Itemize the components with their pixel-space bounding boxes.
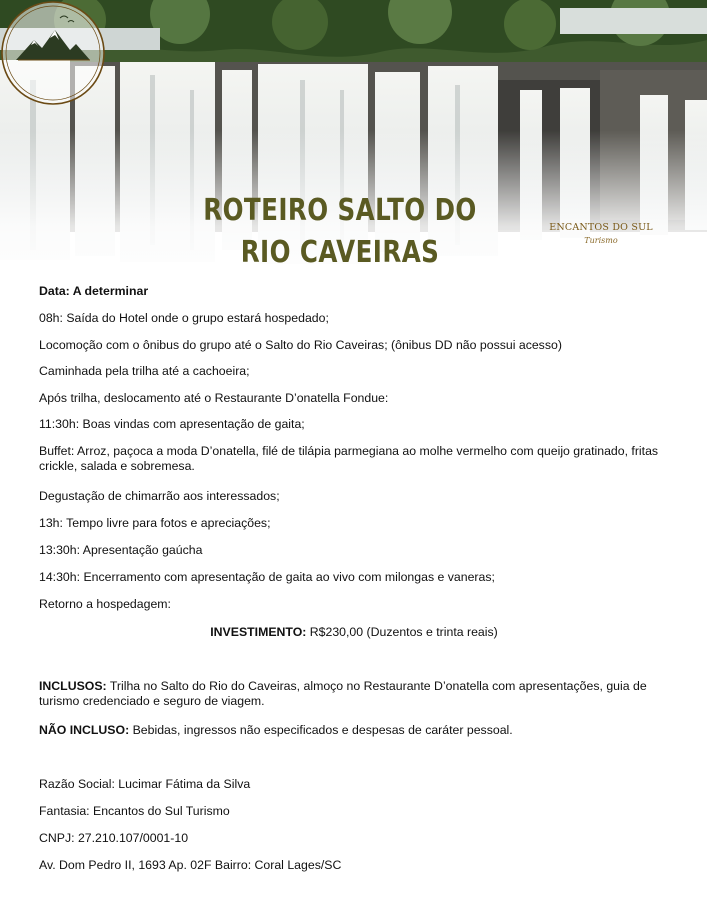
date-label: Data: A determinar <box>39 284 149 298</box>
investment-value: R$230,00 (Duzentos e trinta reais) <box>309 625 498 639</box>
itinerary-item: Locomoção com o ônibus do grupo até o Salto do Rio Caveiras; (ônibus DD não possui acesso) <box>39 338 562 352</box>
investment-line <box>39 625 669 640</box>
included-text: Trilha no Salto do Rio do Caveiras, almoço no Restaurante D’onatella com apresentações, guia de turismo credenciado e seguro de viagem. <box>39 679 647 708</box>
itinerary-item: 11:30h: Boas vindas com apresentação de gaita; <box>39 417 305 431</box>
title-line-1: ROTEIRO SALTO DO <box>203 193 477 228</box>
header-banner <box>0 0 707 290</box>
itinerary-item: Retorno a hospedagem: <box>39 597 171 611</box>
company-cnpj: CNPJ: 27.210.107/0001-10 <box>39 831 189 845</box>
not-included-section <box>39 723 669 738</box>
itinerary-item: 14:30h: Encerramento com apresentação de gaita ao vivo com milongas e vaneras; <box>39 570 495 584</box>
included-section <box>39 679 669 709</box>
logo-brand: ENCANTOS DO SUL <box>549 222 653 233</box>
not-included-label: NÃO INCLUSO: <box>39 723 130 737</box>
itinerary-item: 08h: Saída do Hotel onde o grupo estará hospedado; <box>39 311 329 325</box>
title-line-2: RIO CAVEIRAS <box>240 235 440 270</box>
itinerary-item: Buffet: Arroz, paçoca a moda D’onatella, filé de tilápia parmegiana ao molhe vermelho com queijo gratinado, fritas crickle, salada e sobremesa. <box>39 444 659 473</box>
itinerary-item: Após trilha, deslocamento até o Restaurante D’onatella Fondue: <box>39 391 389 405</box>
itinerary-item: 13:30h: Apresentação gaúcha <box>39 543 203 557</box>
company-razao: Razão Social: Lucimar Fátima da Silva <box>39 777 251 791</box>
logo-subtitle: Turismo <box>584 236 618 245</box>
company-address: Av. Dom Pedro II, 1693 Ap. 02F Bairro: Coral Lages/SC <box>39 858 342 872</box>
not-included-text: Bebidas, ingressos não especificados e despesas de caráter pessoal. <box>132 723 513 737</box>
itinerary-item: 13h: Tempo livre para fotos e apreciações; <box>39 516 271 530</box>
itinerary-item: Caminhada pela trilha até a cachoeira; <box>39 364 250 378</box>
itinerary-item: Degustação de chimarrão aos interessados; <box>39 489 280 503</box>
mountain-logo-icon <box>0 0 106 106</box>
included-label: INCLUSOS: <box>39 679 107 693</box>
investment-label: INVESTIMENTO: <box>210 625 307 639</box>
page-title <box>192 190 487 274</box>
company-fantasia: Fantasia: Encantos do Sul Turismo <box>39 804 230 818</box>
